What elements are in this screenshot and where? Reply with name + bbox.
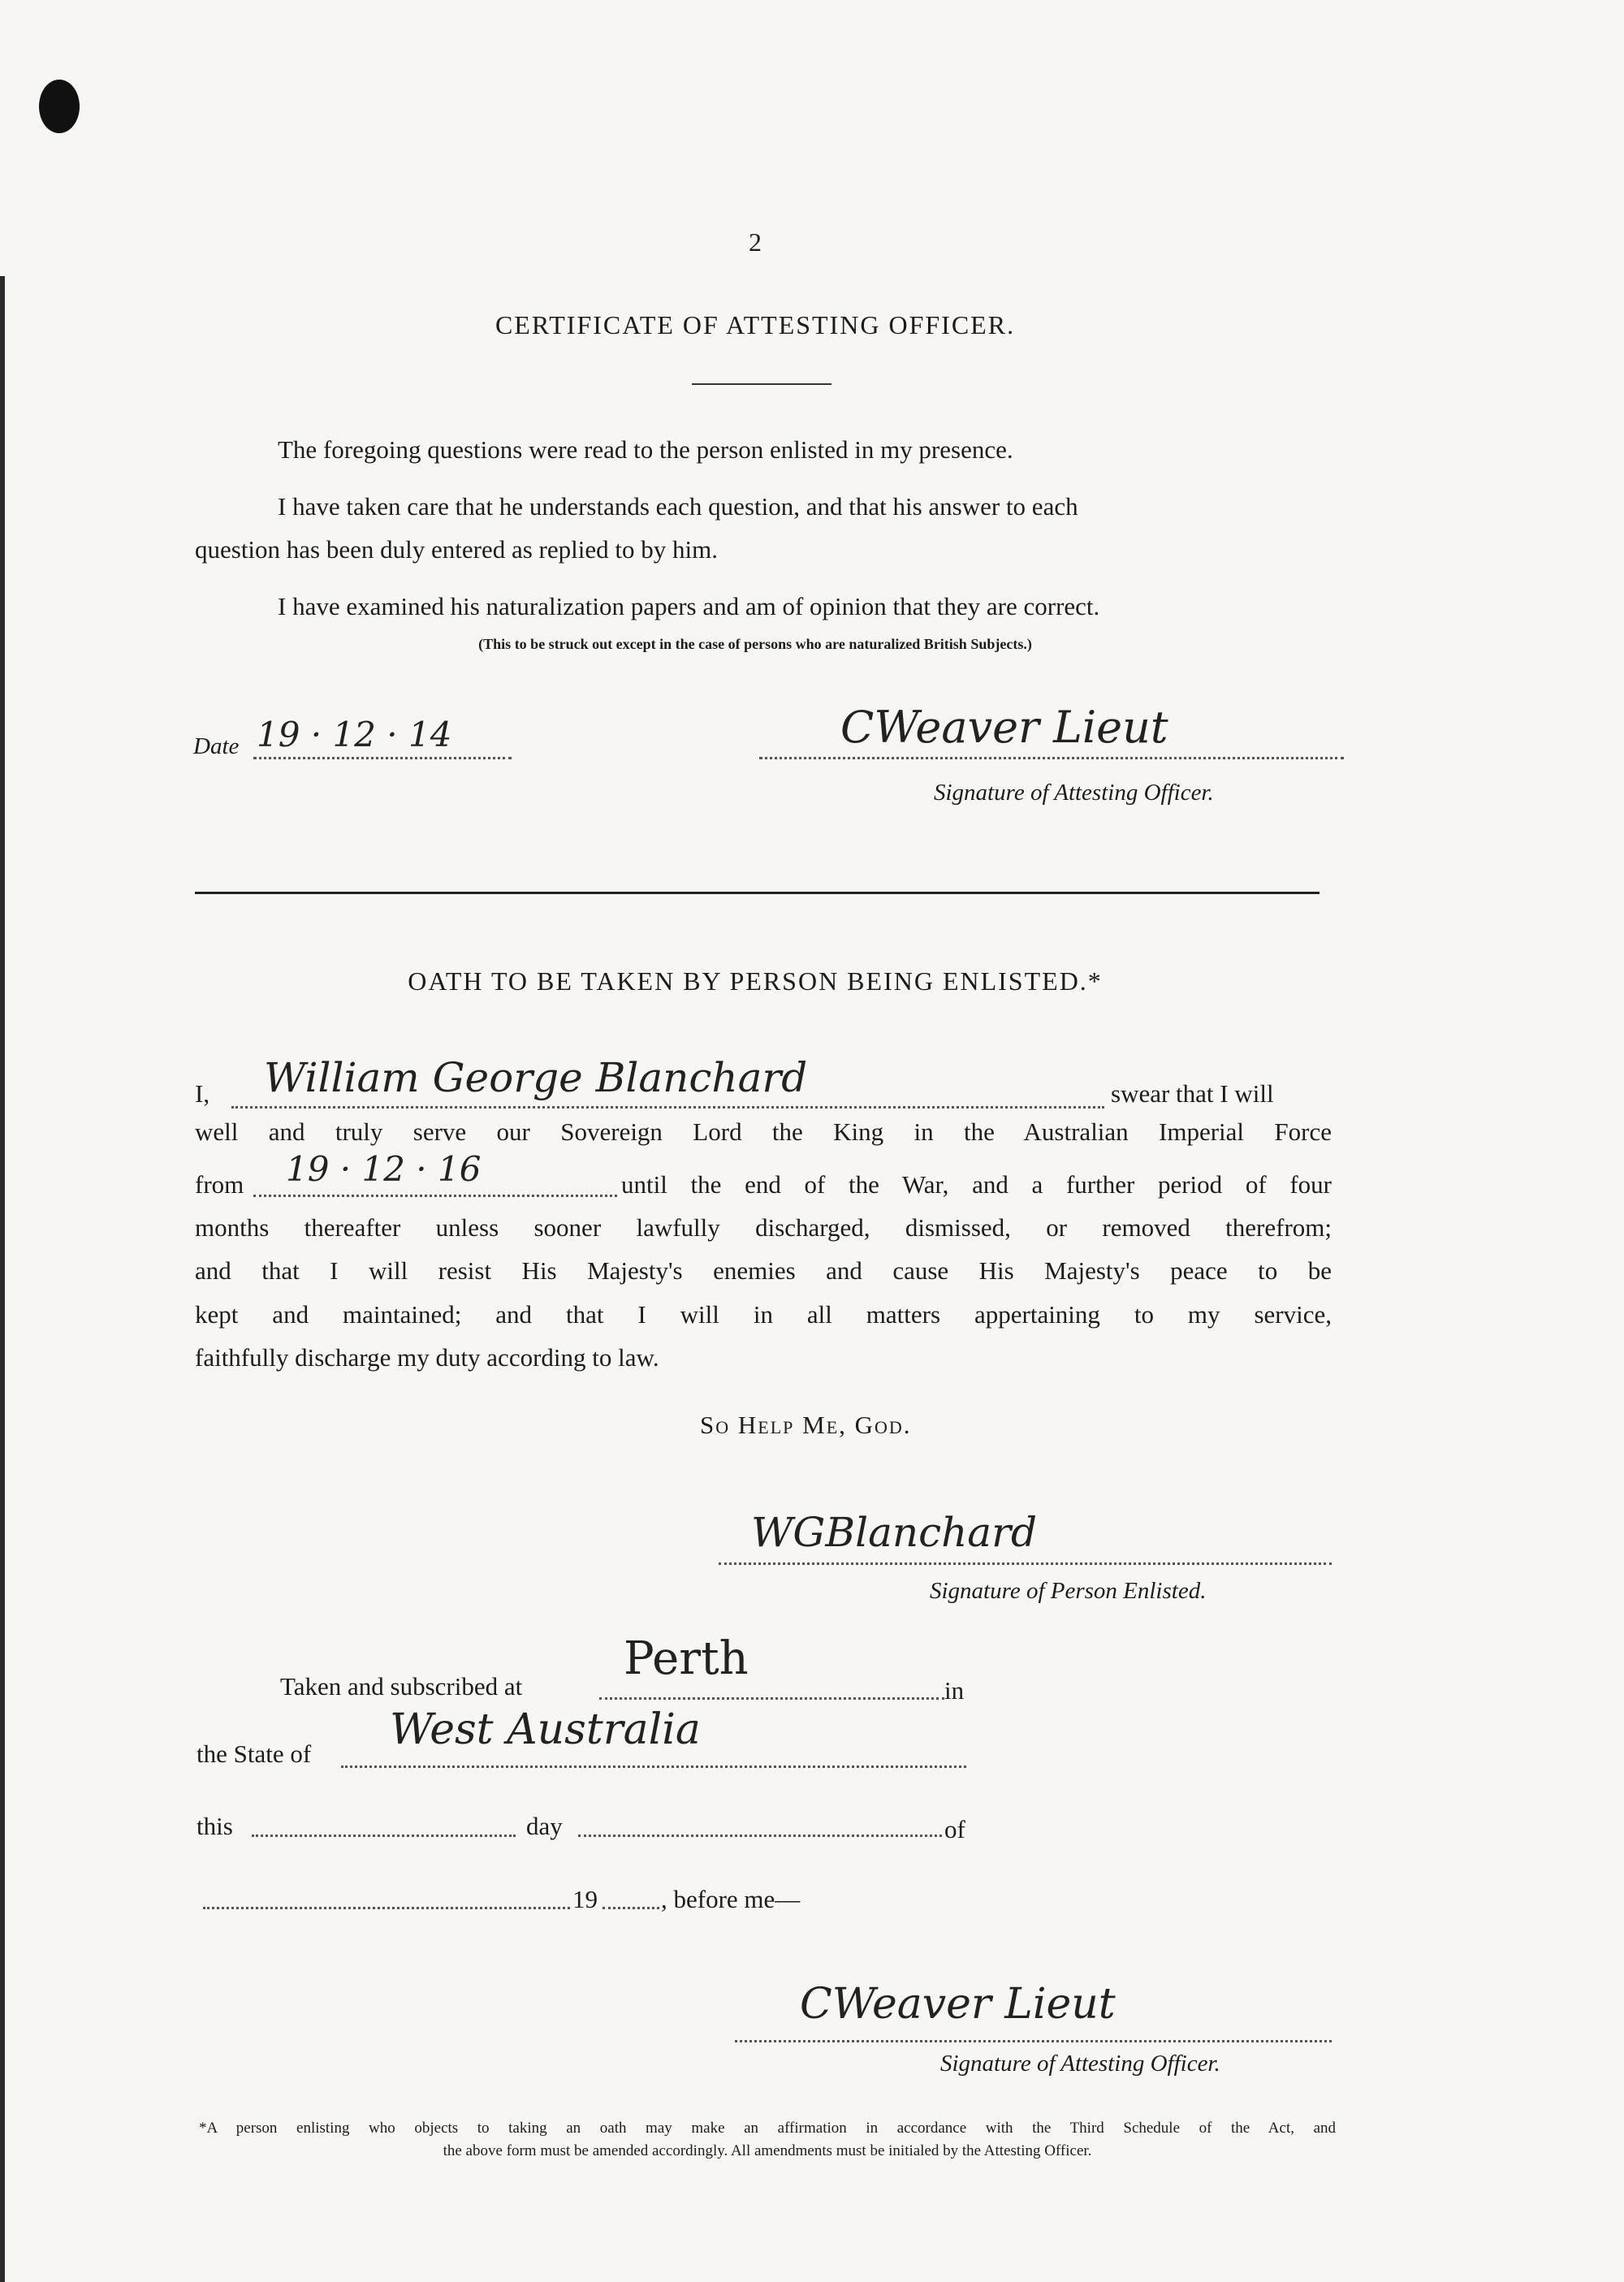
enlisted-signature-field [719, 1509, 1332, 1565]
enlisted-signature: WGBlanchard [751, 1509, 1038, 1556]
oath-from-value: 19 · 12 · 16 [286, 1149, 482, 1189]
oath-from-label: from [195, 1170, 244, 1199]
attesting-signature: CWeaver Lieut [840, 702, 1168, 753]
state-label: the State of [197, 1740, 312, 1768]
naturalization-note: (This to be struck out except in the case of persons who are naturalized British Subjects.) [478, 636, 1032, 652]
date-label: Date [193, 733, 240, 759]
cert-para-2-line-1: I have taken care that he understands each question, and that his answer to each [278, 492, 1078, 521]
this-field [252, 1807, 516, 1837]
officer-signature-caption: Signature of Attesting Officer. [940, 2051, 1220, 2077]
oath-line-5: and that I will resist His Majesty's enemies and cause His Majesty's peace to be [195, 1256, 1332, 1285]
section-divider [195, 892, 1320, 894]
day-field [578, 1807, 942, 1837]
place-value: Perth [624, 1632, 749, 1685]
oath-from-field [253, 1149, 617, 1197]
punch-hole [39, 80, 80, 133]
oath-title: OATH TO BE TAKEN BY PERSON BEING ENLISTED.* [408, 966, 1103, 996]
page-edge [0, 276, 5, 2282]
oath-name-field [231, 1054, 1104, 1109]
officer-signature-field [735, 1980, 1332, 2042]
year-prefix-field [203, 1879, 570, 1909]
oath-line-6: kept and maintained; and that I will in all matters appertaining to my service, [195, 1300, 1332, 1329]
place-field [599, 1632, 944, 1700]
certificate-title: CERTIFICATE OF ATTESTING OFFICER. [495, 310, 1016, 339]
date-field [253, 715, 512, 759]
oath-line-4: months thereafter unless sooner lawfully discharged, dismissed, or removed therefrom; [195, 1213, 1332, 1242]
cert-para-3: I have examined his naturalization papers and am of opinion that they are correct. [278, 592, 1100, 620]
year-suffix-field [603, 1879, 659, 1909]
so-help-me-god: So Help Me, God. [700, 1411, 912, 1439]
attesting-signature-field [759, 702, 1344, 759]
in-label: in [944, 1676, 965, 1705]
officer-signature: CWeaver Lieut [800, 1980, 1116, 2029]
year-label: 19 [572, 1885, 598, 1913]
page-number: 2 [749, 227, 762, 257]
day-label: day [526, 1812, 563, 1840]
oath-i-label: I, [195, 1079, 210, 1108]
oath-name-value: William George Blanchard [264, 1054, 808, 1101]
footnote-line-2: the above form must be amended accordingly. All amendments must be initialed by the Attesting Officer. [443, 2142, 1092, 2159]
footnote-line-1: *A person enlisting who objects to taking an oath may make an affirmation in accordance with the Third Schedule of the Act, and [199, 2120, 1336, 2137]
oath-line-3-end: until the end of the War, and a further period of four [621, 1170, 1332, 1199]
title-divider [692, 383, 831, 385]
enlisted-signature-caption: Signature of Person Enlisted. [930, 1578, 1207, 1604]
oath-line-7: faithfully discharge my duty according to law. [195, 1343, 659, 1372]
oath-line-2: well and truly serve our Sovereign Lord the King in the Australian Imperial Force [195, 1117, 1332, 1146]
before-me-label: , before me— [661, 1885, 801, 1913]
state-field [341, 1705, 966, 1768]
taken-label: Taken and subscribed at [280, 1672, 523, 1701]
cert-para-2-line-2: question has been duly entered as replied to by him. [195, 535, 718, 564]
of-label: of [944, 1815, 965, 1843]
date-value: 19 · 12 · 14 [257, 715, 452, 754]
this-label: this [197, 1812, 233, 1840]
oath-line-1-end: swear that I will [1111, 1079, 1274, 1108]
cert-para-1: The foregoing questions were read to the person enlisted in my presence. [278, 435, 1013, 464]
state-value: West Australia [390, 1705, 701, 1754]
attesting-signature-caption: Signature of Attesting Officer. [934, 780, 1214, 806]
